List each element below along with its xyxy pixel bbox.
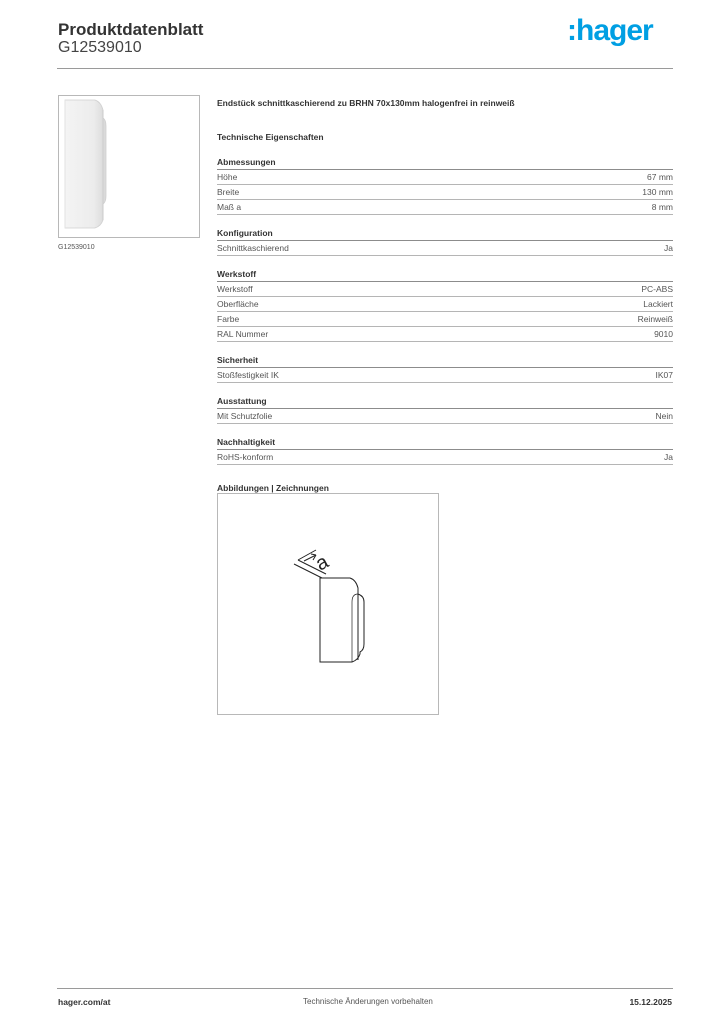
spec-value: Reinweiß	[637, 314, 673, 324]
spec-value: PC-ABS	[641, 284, 673, 294]
footer-date: 15.12.2025	[629, 997, 672, 1007]
spec-value: Lackiert	[643, 299, 673, 309]
spec-value: 9010	[654, 329, 673, 339]
spec-row	[217, 200, 673, 215]
spec-value: IK07	[655, 370, 673, 380]
section-title: Nachhaltigkeit	[217, 436, 673, 450]
spec-value: 8 mm	[651, 202, 673, 212]
spec-row	[217, 450, 673, 465]
section-safety	[217, 354, 673, 383]
spec-label: Breite	[217, 187, 240, 197]
end-cap-photo	[59, 96, 199, 237]
header-divider	[57, 68, 673, 69]
product-description: Endstück schnittkaschierend zu BRHN 70x130mm halogenfrei in reinweiß	[217, 98, 515, 108]
section-title: Sicherheit	[217, 354, 673, 368]
spec-value: 130 mm	[642, 187, 673, 197]
spec-value: Ja	[664, 452, 673, 462]
spec-label: Höhe	[217, 172, 238, 182]
spec-row	[217, 312, 673, 327]
section-title: Konfiguration	[217, 227, 673, 241]
spec-value: 67 mm	[647, 172, 673, 182]
footer-divider	[57, 988, 673, 989]
spec-row	[217, 327, 673, 342]
technical-drawing	[217, 493, 439, 715]
end-cap-drawing	[218, 494, 438, 714]
spec-label: RoHS-konform	[217, 452, 274, 462]
spec-row	[217, 368, 673, 383]
footer-website-link[interactable]: hager.com/at	[58, 997, 111, 1007]
section-title: Ausstattung	[217, 395, 673, 409]
product-code: G12539010	[58, 39, 142, 56]
spec-row	[217, 282, 673, 297]
spec-content	[217, 96, 673, 495]
spec-value: Ja	[664, 243, 673, 253]
hager-logo[interactable]: :hager	[567, 14, 653, 47]
spec-label: Maß a	[217, 202, 242, 212]
spec-label: Werkstoff	[217, 284, 253, 294]
section-title: Abmessungen	[217, 156, 673, 170]
spec-label: Oberfläche	[217, 299, 259, 309]
spec-label: RAL Nummer	[217, 329, 269, 339]
section-sustainability	[217, 436, 673, 465]
section-dimensions	[217, 156, 673, 215]
section-title: Werkstoff	[217, 268, 673, 282]
header-title: Produktdatenblatt	[58, 20, 204, 39]
product-image	[58, 95, 200, 238]
spec-label: Stoßfestigkeit IK	[217, 370, 279, 380]
drawings-title: Abbildungen | Zeichnungen	[217, 483, 329, 493]
technical-properties-title: Technische Eigenschaften	[217, 132, 324, 142]
section-configuration	[217, 227, 673, 256]
spec-row	[217, 241, 673, 256]
dimension-label-a: a	[312, 550, 333, 576]
spec-label: Schnittkaschierend	[217, 243, 289, 253]
product-image-caption: G12539010	[58, 244, 95, 251]
spec-row	[217, 409, 673, 424]
section-equipment	[217, 395, 673, 424]
footer-notice: Technische Änderungen vorbehalten	[303, 997, 433, 1006]
spec-label: Farbe	[217, 314, 240, 324]
spec-row	[217, 170, 673, 185]
spec-label: Mit Schutzfolie	[217, 411, 273, 421]
spec-value: Nein	[655, 411, 673, 421]
section-material	[217, 268, 673, 342]
spec-row	[217, 297, 673, 312]
spec-row	[217, 185, 673, 200]
